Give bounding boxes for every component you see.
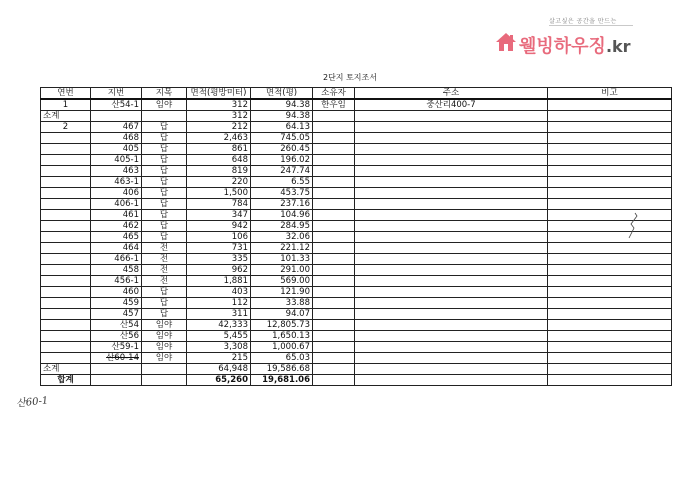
cell-lot-number: 463-1 <box>91 177 142 188</box>
cell-serial <box>41 166 91 177</box>
cell-area-sqm: 784 <box>187 199 251 210</box>
cell-area-sqm: 5,455 <box>187 331 251 342</box>
cell-empty <box>142 364 187 375</box>
cell-land-category: 답 <box>142 188 187 199</box>
cell-empty <box>313 111 355 122</box>
cell-address <box>355 265 548 276</box>
cell-owner: 한우임 <box>313 99 355 111</box>
logo-divider <box>549 25 633 26</box>
cell-owner <box>313 309 355 320</box>
cell-lot-number: 463 <box>91 166 142 177</box>
cell-note <box>548 133 672 144</box>
cell-area-sqm: 112 <box>187 298 251 309</box>
cell-empty <box>142 111 187 122</box>
cell-land-category: 답 <box>142 298 187 309</box>
logo-brand-text: 웰빙하우징 <box>519 36 606 57</box>
cell-label: 소계 <box>41 364 91 375</box>
cell-serial <box>41 243 91 254</box>
cell-lot-number: 산59-1 <box>91 342 142 353</box>
cell-land-category: 답 <box>142 232 187 243</box>
cell-lot-number: 산60-14 <box>91 353 142 364</box>
cell-lot-number: 462 <box>91 221 142 232</box>
cell-note <box>548 309 672 320</box>
cell-lot-number: 457 <box>91 309 142 320</box>
cell-note <box>548 232 672 243</box>
cell-owner <box>313 166 355 177</box>
table-row <box>41 331 672 342</box>
cell-serial <box>41 155 91 166</box>
cell-address <box>355 144 548 155</box>
cell-empty <box>355 375 548 386</box>
column-header: 면적(평방미터) <box>187 88 251 100</box>
cell-lot-number: 465 <box>91 232 142 243</box>
cell-serial <box>41 232 91 243</box>
cell-address <box>355 254 548 265</box>
cell-serial <box>41 276 91 287</box>
cell-empty <box>355 364 548 375</box>
pen-mark <box>626 210 642 240</box>
cell-serial <box>41 298 91 309</box>
cell-note <box>548 155 672 166</box>
cell-note <box>548 210 672 221</box>
cell-serial <box>41 331 91 342</box>
cell-note <box>548 254 672 265</box>
table-row <box>41 99 672 111</box>
cell-land-category: 답 <box>142 166 187 177</box>
cell-owner <box>313 221 355 232</box>
cell-note <box>548 298 672 309</box>
cell-address <box>355 155 548 166</box>
cell-lot-number: 461 <box>91 210 142 221</box>
cell-empty <box>548 375 672 386</box>
cell-serial <box>41 144 91 155</box>
cell-address <box>355 309 548 320</box>
cell-area-pyeong: 569.00 <box>251 276 313 287</box>
cell-area-pyeong: 260.45 <box>251 144 313 155</box>
cell-note <box>548 99 672 111</box>
cell-owner <box>313 342 355 353</box>
cell-serial <box>41 309 91 320</box>
cell-area-pyeong: 453.75 <box>251 188 313 199</box>
table-row <box>41 122 672 133</box>
subtotal-row <box>41 111 672 122</box>
cell-owner <box>313 243 355 254</box>
column-header: 주소 <box>355 88 548 100</box>
cell-area-sqm: 311 <box>187 309 251 320</box>
cell-land-category: 답 <box>142 210 187 221</box>
land-survey-table <box>40 87 672 386</box>
cell-note <box>548 265 672 276</box>
cell-area-sqm: 220 <box>187 177 251 188</box>
cell-empty <box>355 111 548 122</box>
cell-land-category: 임야 <box>142 331 187 342</box>
table-row <box>41 309 672 320</box>
cell-address <box>355 298 548 309</box>
cell-area-sqm: 731 <box>187 243 251 254</box>
cell-area-pyeong: 237.16 <box>251 199 313 210</box>
cell-address <box>355 287 548 298</box>
cell-area-pyeong: 196.02 <box>251 155 313 166</box>
cell-serial <box>41 177 91 188</box>
cell-owner <box>313 298 355 309</box>
cell-owner <box>313 155 355 166</box>
logo-tagline: 살고싶은 공간을 만드는 <box>549 18 617 25</box>
cell-land-category: 답 <box>142 287 187 298</box>
cell-note <box>548 243 672 254</box>
cell-address <box>355 342 548 353</box>
cell-lot-number: 405-1 <box>91 155 142 166</box>
cell-owner <box>313 122 355 133</box>
cell-note <box>548 353 672 364</box>
table-row <box>41 254 672 265</box>
cell-lot-number: 467 <box>91 122 142 133</box>
cell-lot-number: 산56 <box>91 331 142 342</box>
cell-address <box>355 210 548 221</box>
site-logo <box>493 16 638 58</box>
table-row <box>41 221 672 232</box>
cell-owner <box>313 133 355 144</box>
cell-address <box>355 232 548 243</box>
cell-owner <box>313 177 355 188</box>
cell-address <box>355 188 548 199</box>
cell-land-category: 답 <box>142 177 187 188</box>
cell-address <box>355 276 548 287</box>
column-header: 소유자 <box>313 88 355 100</box>
cell-area-sqm: 42,333 <box>187 320 251 331</box>
cell-owner <box>313 210 355 221</box>
cell-note <box>548 342 672 353</box>
cell-area-sqm: 2,463 <box>187 133 251 144</box>
handwritten-annotation: 산60-1 <box>15 395 49 410</box>
cell-empty <box>548 111 672 122</box>
cell-area-pyeong: 221.12 <box>251 243 313 254</box>
document-title: 2단지 토지조서 <box>322 73 377 82</box>
cell-empty <box>91 375 142 386</box>
table-row <box>41 166 672 177</box>
cell-address <box>355 166 548 177</box>
cell-owner <box>313 276 355 287</box>
cell-note <box>548 221 672 232</box>
cell-lot-number: 468 <box>91 133 142 144</box>
cell-label: 소계 <box>41 111 91 122</box>
cell-area-sqm: 1,500 <box>187 188 251 199</box>
table-row <box>41 133 672 144</box>
table-row <box>41 199 672 210</box>
cell-area-sqm: 3,308 <box>187 342 251 353</box>
cell-area-pyeong: 12,805.73 <box>251 320 313 331</box>
cell-area-sqm: 861 <box>187 144 251 155</box>
cell-area-pyeong: 1,000.67 <box>251 342 313 353</box>
table-row <box>41 265 672 276</box>
cell-area-sqm: 403 <box>187 287 251 298</box>
cell-serial <box>41 254 91 265</box>
cell-lot-number: 405 <box>91 144 142 155</box>
cell-address <box>355 199 548 210</box>
cell-owner <box>313 188 355 199</box>
cell-area-pyeong: 94.07 <box>251 309 313 320</box>
cell-empty <box>91 111 142 122</box>
cell-area-pyeong: 94.38 <box>251 99 313 111</box>
cell-note <box>548 166 672 177</box>
cell-land-category: 전 <box>142 254 187 265</box>
cell-lot-number: 456-1 <box>91 276 142 287</box>
cell-lot-number: 464 <box>91 243 142 254</box>
house-icon <box>495 32 517 52</box>
cell-note <box>548 188 672 199</box>
cell-area-sqm: 106 <box>187 232 251 243</box>
cell-area-sqm: 64,948 <box>187 364 251 375</box>
cell-area-pyeong: 247.74 <box>251 166 313 177</box>
column-header: 비고 <box>548 88 672 100</box>
cell-land-category: 임야 <box>142 342 187 353</box>
cell-owner <box>313 320 355 331</box>
cell-area-pyeong: 32.06 <box>251 232 313 243</box>
cell-land-category: 전 <box>142 276 187 287</box>
column-header: 지번 <box>91 88 142 100</box>
cell-note <box>548 144 672 155</box>
cell-land-category: 답 <box>142 144 187 155</box>
cell-area-pyeong: 284.95 <box>251 221 313 232</box>
table-row <box>41 298 672 309</box>
table-row <box>41 155 672 166</box>
cell-owner <box>313 331 355 342</box>
table-row <box>41 276 672 287</box>
cell-serial <box>41 353 91 364</box>
cell-area-pyeong: 1,650.13 <box>251 331 313 342</box>
cell-land-category: 임야 <box>142 99 187 111</box>
cell-area-sqm: 1,881 <box>187 276 251 287</box>
cell-note <box>548 122 672 133</box>
column-header: 연번 <box>41 88 91 100</box>
table-row <box>41 243 672 254</box>
table-row <box>41 144 672 155</box>
subtotal-row <box>41 364 672 375</box>
cell-area-sqm: 962 <box>187 265 251 276</box>
cell-address <box>355 353 548 364</box>
cell-address: 중산리400-7 <box>355 99 548 111</box>
cell-area-sqm: 347 <box>187 210 251 221</box>
cell-area-pyeong: 121.90 <box>251 287 313 298</box>
cell-land-category: 답 <box>142 309 187 320</box>
cell-serial: 1 <box>41 99 91 111</box>
cell-lot-number: 466-1 <box>91 254 142 265</box>
cell-owner <box>313 232 355 243</box>
cell-serial <box>41 188 91 199</box>
table-row <box>41 210 672 221</box>
cell-address <box>355 331 548 342</box>
cell-area-pyeong: 33.88 <box>251 298 313 309</box>
cell-lot-number: 459 <box>91 298 142 309</box>
cell-land-category: 답 <box>142 199 187 210</box>
cell-note <box>548 320 672 331</box>
cell-owner <box>313 353 355 364</box>
cell-land-category: 임야 <box>142 353 187 364</box>
cell-label: 합계 <box>41 375 91 386</box>
cell-empty <box>142 375 187 386</box>
cell-serial <box>41 199 91 210</box>
cell-lot-number: 산54 <box>91 320 142 331</box>
cell-serial <box>41 133 91 144</box>
cell-land-category: 답 <box>142 133 187 144</box>
cell-area-pyeong: 291.00 <box>251 265 313 276</box>
cell-area-pyeong: 65.03 <box>251 353 313 364</box>
cell-area-sqm: 65,260 <box>187 375 251 386</box>
logo-tld: .kr <box>605 37 631 56</box>
cell-land-category: 답 <box>142 155 187 166</box>
table-row <box>41 177 672 188</box>
cell-area-pyeong: 94.38 <box>251 111 313 122</box>
cell-empty <box>313 364 355 375</box>
column-header: 면적(평) <box>251 88 313 100</box>
cell-area-pyeong: 6.55 <box>251 177 313 188</box>
cell-note <box>548 276 672 287</box>
cell-empty <box>91 364 142 375</box>
cell-land-category: 임야 <box>142 320 187 331</box>
cell-address <box>355 320 548 331</box>
cell-address <box>355 122 548 133</box>
table-row <box>41 188 672 199</box>
cell-area-sqm: 942 <box>187 221 251 232</box>
cell-area-pyeong: 19,681.06 <box>251 375 313 386</box>
table-row <box>41 342 672 353</box>
cell-area-sqm: 312 <box>187 99 251 111</box>
cell-serial <box>41 210 91 221</box>
cell-note <box>548 287 672 298</box>
cell-area-pyeong: 104.96 <box>251 210 313 221</box>
cell-lot-number: 406 <box>91 188 142 199</box>
cell-address <box>355 221 548 232</box>
cell-area-sqm: 819 <box>187 166 251 177</box>
cell-address <box>355 177 548 188</box>
cell-land-category: 전 <box>142 243 187 254</box>
cell-area-sqm: 335 <box>187 254 251 265</box>
cell-note <box>548 331 672 342</box>
column-header: 지목 <box>142 88 187 100</box>
table-row <box>41 320 672 331</box>
logo-brand <box>519 32 631 58</box>
cell-note <box>548 177 672 188</box>
cell-owner <box>313 254 355 265</box>
cell-area-sqm: 215 <box>187 353 251 364</box>
cell-address <box>355 133 548 144</box>
cell-lot-number: 458 <box>91 265 142 276</box>
cell-owner <box>313 265 355 276</box>
cell-area-pyeong: 19,586.68 <box>251 364 313 375</box>
cell-area-sqm: 312 <box>187 111 251 122</box>
cell-area-sqm: 212 <box>187 122 251 133</box>
cell-lot-number: 산54-1 <box>91 99 142 111</box>
cell-serial <box>41 320 91 331</box>
cell-note <box>548 199 672 210</box>
cell-area-pyeong: 745.05 <box>251 133 313 144</box>
total-row <box>41 375 672 386</box>
table-header-row <box>41 88 672 100</box>
cell-area-pyeong: 64.13 <box>251 122 313 133</box>
cell-lot-number: 460 <box>91 287 142 298</box>
cell-serial: 2 <box>41 122 91 133</box>
cell-empty <box>548 364 672 375</box>
cell-land-category: 답 <box>142 221 187 232</box>
table-row <box>41 287 672 298</box>
cell-serial <box>41 221 91 232</box>
cell-owner <box>313 199 355 210</box>
cell-serial <box>41 287 91 298</box>
cell-area-pyeong: 101.33 <box>251 254 313 265</box>
cell-address <box>355 243 548 254</box>
table-row <box>41 232 672 243</box>
cell-land-category: 답 <box>142 122 187 133</box>
table-row <box>41 353 672 364</box>
cell-owner <box>313 144 355 155</box>
cell-area-sqm: 648 <box>187 155 251 166</box>
cell-empty <box>313 375 355 386</box>
cell-serial <box>41 342 91 353</box>
cell-serial <box>41 265 91 276</box>
cell-land-category: 전 <box>142 265 187 276</box>
cell-lot-number: 406-1 <box>91 199 142 210</box>
cell-owner <box>313 287 355 298</box>
